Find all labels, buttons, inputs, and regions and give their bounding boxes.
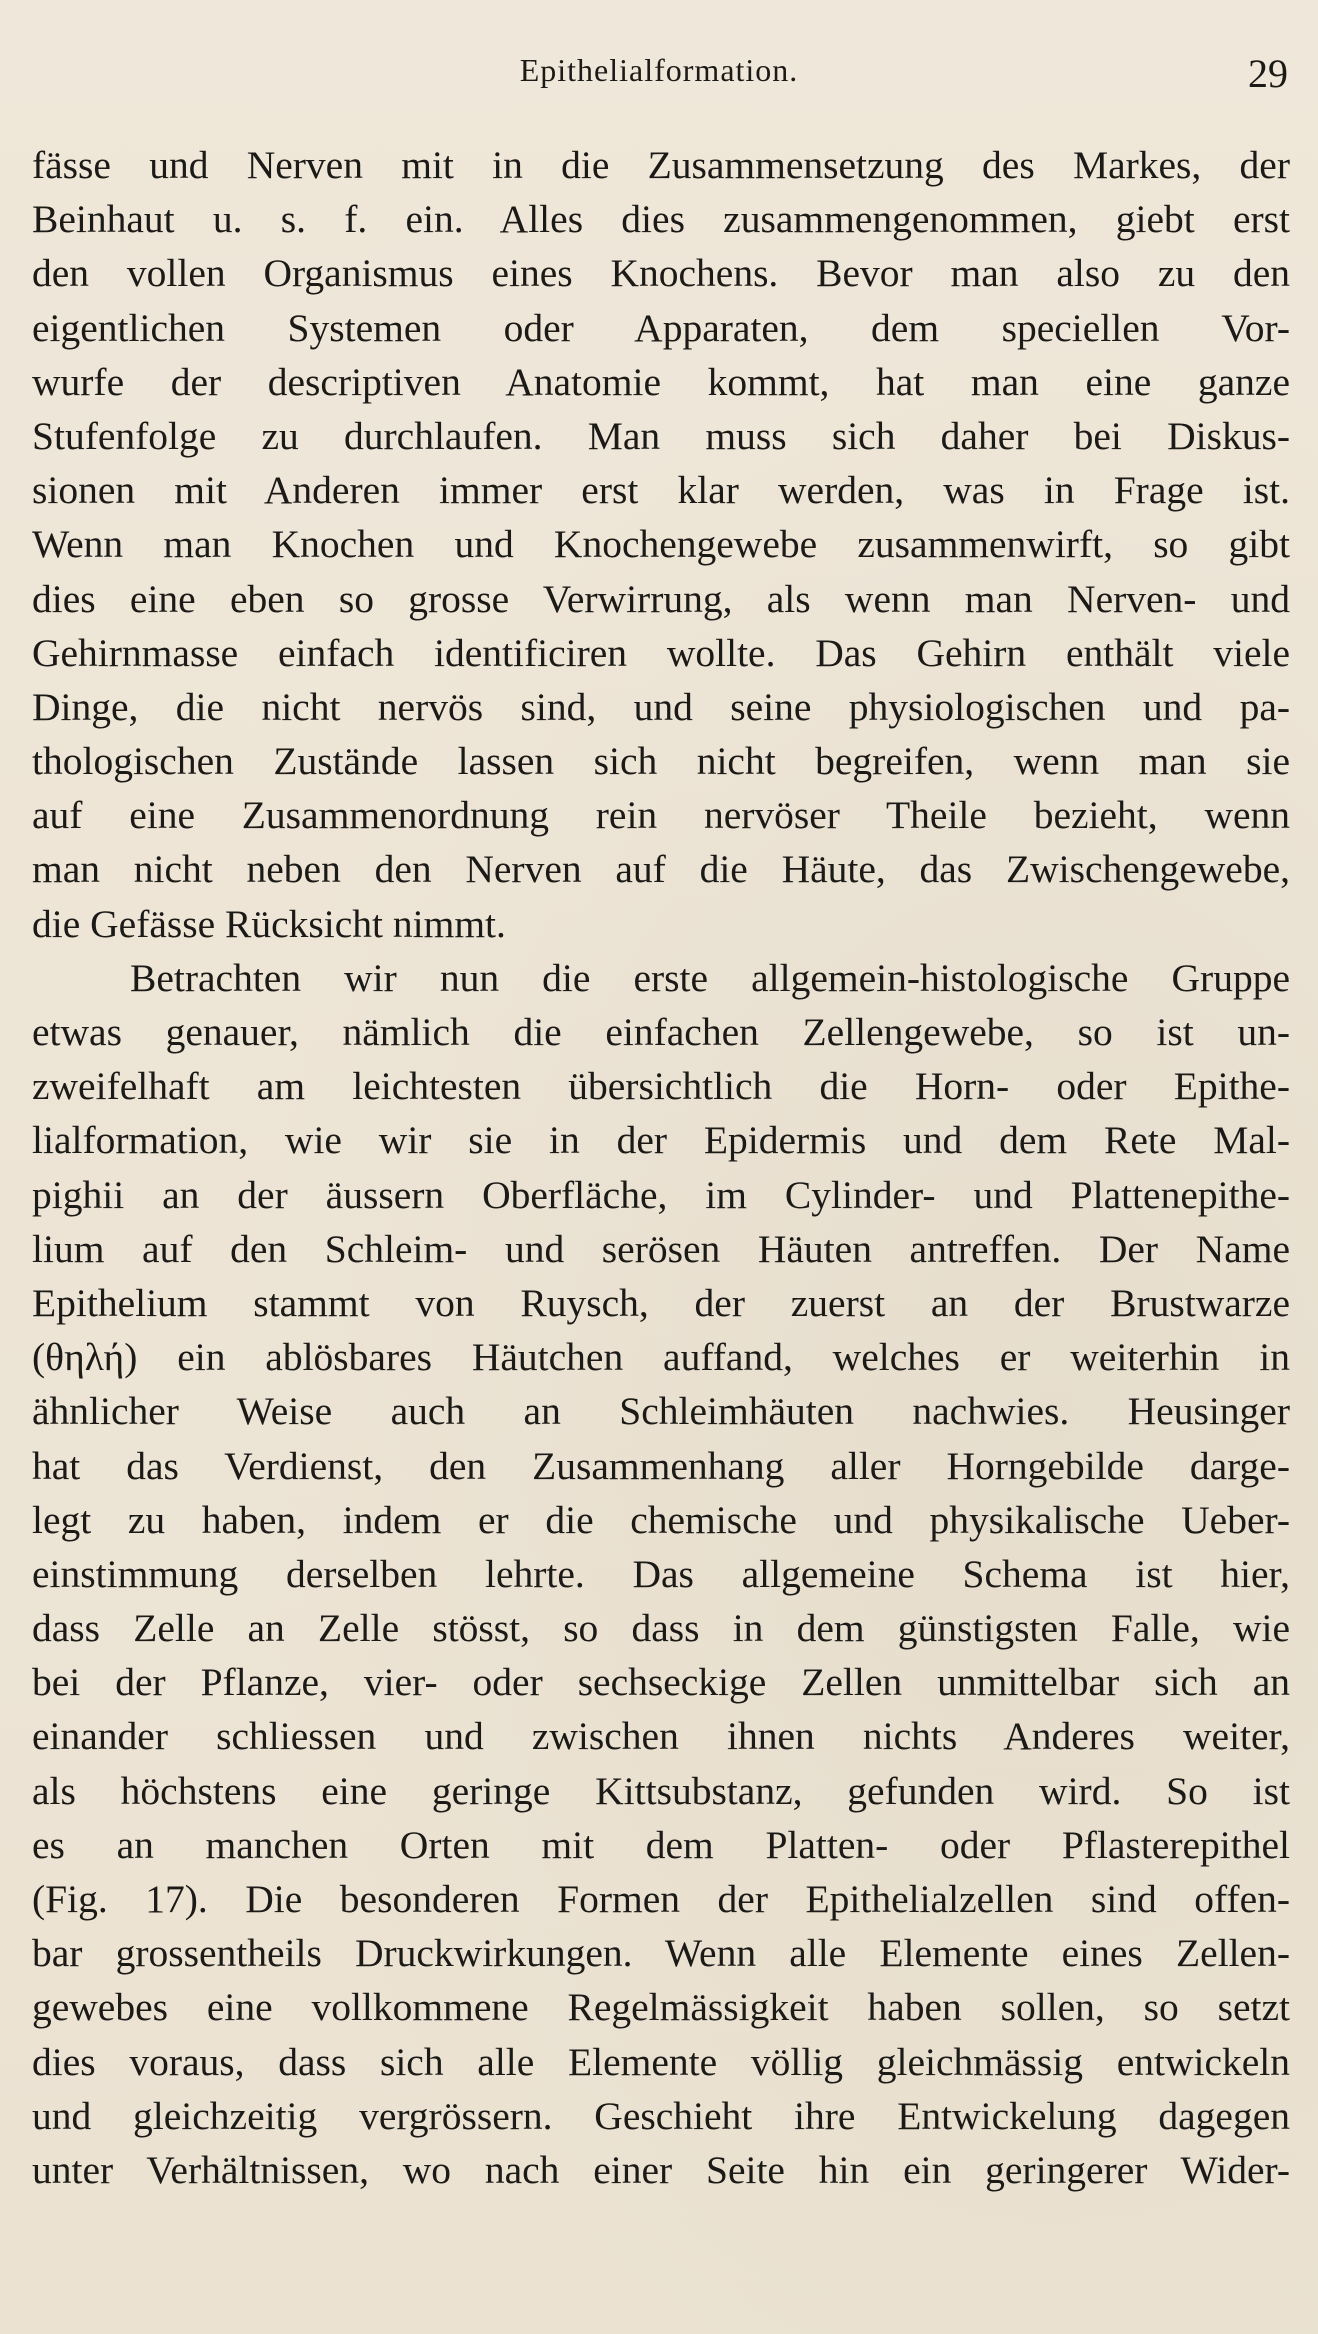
text-line: (θηλή) ein ablösbares Häutchen auffand, welches er weiterhin in	[32, 1335, 1290, 1380]
text-line: (Fig. 17). Die besonderen Formen der Epithelialzellen sind offen-	[32, 1877, 1290, 1921]
text-line: Beinhaut u. s. f. ein. Alles dies zusammengenommen, giebt erst	[32, 197, 1290, 242]
text-line: hat das Verdienst, den Zusammenhang aller Horngebilde darge-	[32, 1443, 1290, 1488]
text-line: bei der Pflanze, vier- oder sechseckige Zellen unmittelbar sich an	[32, 1660, 1290, 1705]
text-line: lialformation, wie wir sie in der Epidermis und dem Rete Mal-	[32, 1118, 1290, 1163]
text-line: gewebes eine vollkommene Regelmässigkeit haben sollen, so setzt	[32, 1985, 1290, 2030]
text-line: zweifelhaft am leichtesten übersichtlich die Horn- oder Epithe-	[32, 1064, 1290, 1109]
text-line: dass Zelle an Zelle stösst, so dass in dem günstigsten Falle, wie	[32, 1606, 1290, 1651]
text-line: unter Verhältnissen, wo nach einer Seite hin ein geringerer Wider-	[32, 2147, 1290, 2192]
text-line: bar grossentheils Druckwirkungen. Wenn alle Elemente eines Zellen-	[32, 1931, 1290, 1976]
running-head	[0, 50, 1318, 100]
paragraph-start-line: Betrachten wir nun die erste allgemein-histologische Gruppe	[130, 955, 1290, 1000]
text-line: Gehirnmasse einfach identificiren wollte. Das Gehirn enthält viele	[32, 630, 1290, 675]
text-line: fässe und Nerven mit in die Zusammensetzung des Markes, der	[32, 143, 1290, 187]
text-line: Stufenfolge zu durchlaufen. Man muss sich daher bei Diskus-	[32, 413, 1290, 458]
text-line: lium auf den Schleim- und serösen Häuten antreffen. Der Name	[32, 1226, 1290, 1271]
text-line: es an manchen Orten mit dem Platten- oder Pflasterepithel	[32, 1822, 1290, 1867]
text-line: eigentlichen Systemen oder Apparaten, dem speciellen Vor-	[32, 305, 1290, 350]
text-line: sionen mit Anderen immer erst klar werden, was in Frage ist.	[32, 468, 1290, 513]
text-line: legt zu haben, indem er die chemische und physikalische Ueber-	[32, 1497, 1290, 1542]
body-text	[32, 138, 1290, 2197]
text-line: man nicht neben den Nerven auf die Häute, das Zwischengewebe,	[32, 847, 1290, 892]
text-line: einander schliessen und zwischen ihnen nichts Anderes weiter,	[32, 1714, 1290, 1759]
text-line: auf eine Zusammenordnung rein nervöser Theile bezieht, wenn	[32, 793, 1290, 838]
text-line: Epithelium stammt von Ruysch, der zuerst an der Brustwarze	[32, 1280, 1290, 1325]
text-line: etwas genauer, nämlich die einfachen Zellengewebe, so ist un-	[32, 1010, 1290, 1054]
page-number: 29	[1248, 51, 1288, 96]
text-line: und gleichzeitig vergrössern. Geschieht ihre Entwickelung dagegen	[32, 2093, 1290, 2138]
text-line: als höchstens eine geringe Kittsubstanz, gefunden wird. So ist	[32, 1768, 1290, 1813]
text-line: Dinge, die nicht nervös sind, und seine physiologischen und pa-	[32, 684, 1290, 729]
text-line: pighii an der äussern Oberfläche, im Cylinder- und Plattenepithe-	[32, 1172, 1290, 1217]
text-line: thologischen Zustände lassen sich nicht begreifen, wenn man sie	[32, 739, 1290, 784]
paragraph-end-line: die Gefässe Rücksicht nimmt.	[32, 901, 506, 946]
text-line: dies voraus, dass sich alle Elemente völlig gleichmässig entwickeln	[32, 2039, 1290, 2084]
text-line: Wenn man Knochen und Knochengewebe zusammenwirft, so gibt	[32, 522, 1290, 567]
text-line: dies eine eben so grosse Verwirrung, als wenn man Nerven- und	[32, 576, 1290, 621]
text-line: einstimmung derselben lehrte. Das allgemeine Schema ist hier,	[32, 1551, 1290, 1596]
text-line: ähnlicher Weise auch an Schleimhäuten nachwies. Heusinger	[32, 1389, 1290, 1434]
running-title: Epithelialformation.	[519, 52, 799, 88]
text-line: den vollen Organismus eines Knochens. Bevor man also zu den	[32, 251, 1290, 296]
text-line: wurfe der descriptiven Anatomie kommt, hat man eine ganze	[32, 359, 1290, 404]
